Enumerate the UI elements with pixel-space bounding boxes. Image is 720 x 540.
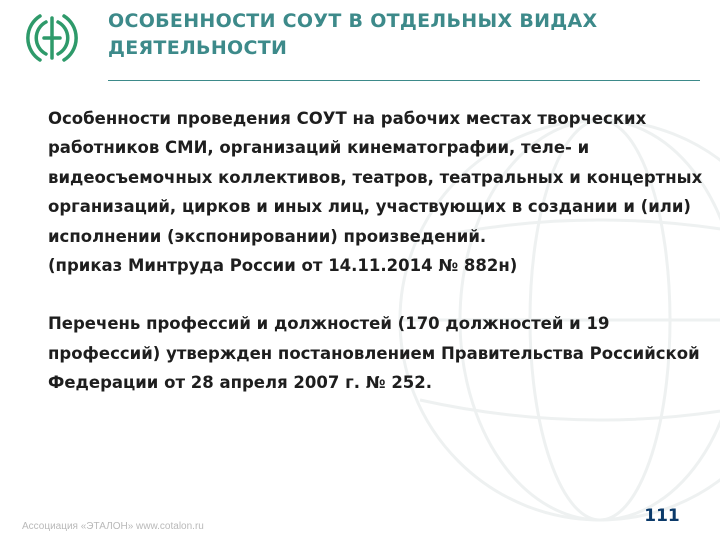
slide-body <box>48 104 708 398</box>
footer-text: Ассоциация «ЭТАЛОН» www.cotalon.ru <box>22 521 204 532</box>
association-emblem-icon <box>22 8 82 68</box>
soout-features-paragraph <box>48 104 708 280</box>
slide-title: ОСОБЕННОСТИ СОУТ В ОТДЕЛЬНЫХ ВИДАХ ДЕЯТЕЛЬНОСТИ <box>108 10 598 59</box>
professions-list-paragraph: Перечень профессий и должностей (170 должностей и 19 профессий) утвержден постановлением Правительства Российской Федерации от 28 апреля 2007 г. № 252. <box>48 314 700 393</box>
title-divider <box>108 80 700 81</box>
page-number: 111 <box>644 506 680 526</box>
paragraph-1-text: Особенности проведения СОУТ на рабочих местах творческих работников СМИ, организаций кинематографии, теле- и видеосъемочных коллективов, театров, театральных и концертных организаций, цирков и иных лиц, участвующих в создании и (или) исполнении (экспонировании) произведений. <box>48 109 703 246</box>
order-reference: (приказ Минтруда России от 14.11.2014 № 882н) <box>48 256 518 276</box>
